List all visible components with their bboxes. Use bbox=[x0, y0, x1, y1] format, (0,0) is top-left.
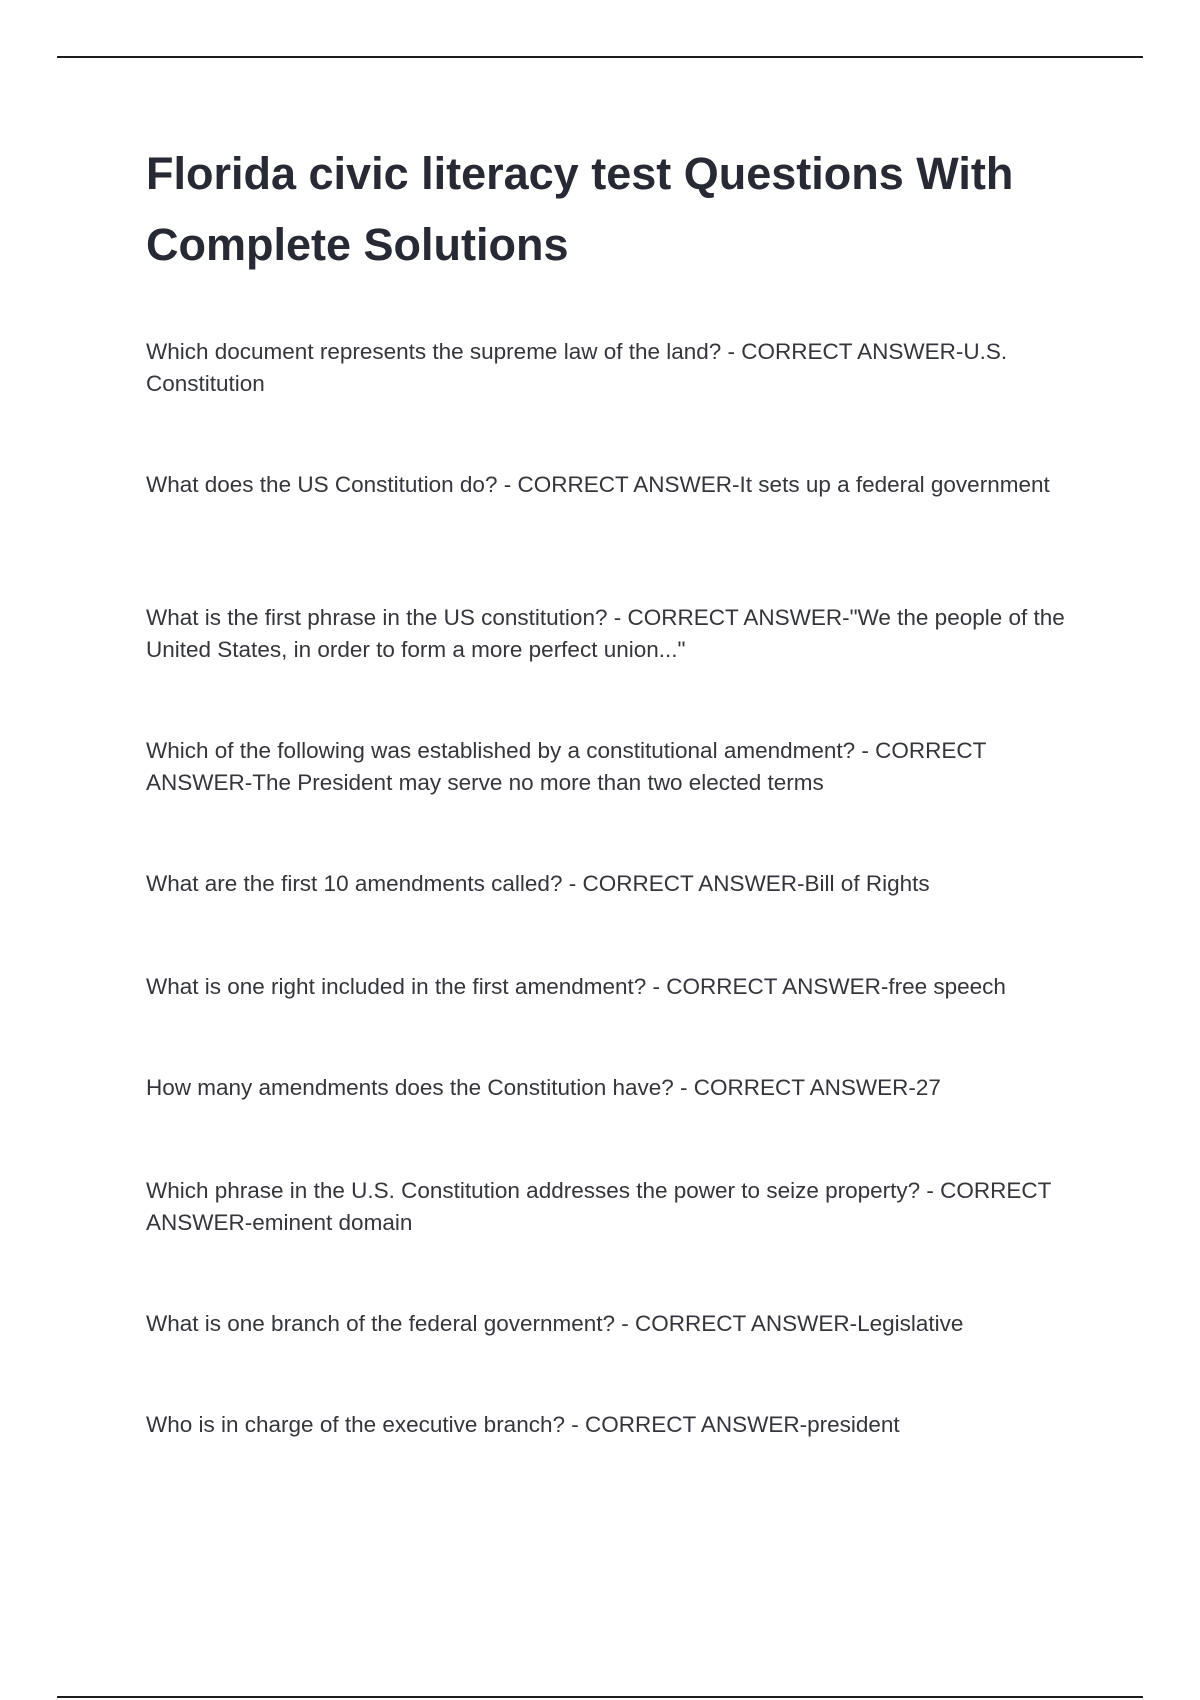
qa-item: How many amendments does the Constitution have? - CORRECT ANSWER-27 bbox=[146, 1075, 941, 1100]
page-title: Florida civic literacy test Questions With Complete Solutions bbox=[146, 148, 1014, 270]
qa-item: What is one branch of the federal government? - CORRECT ANSWER-Legislative bbox=[146, 1311, 964, 1336]
qa-item: What is the first phrase in the US constitution? - CORRECT ANSWER-"We the people of the United States, in order to form a more perfect union..." bbox=[146, 605, 1065, 662]
qa-item: Who is in charge of the executive branch? - CORRECT ANSWER-president bbox=[146, 1412, 900, 1437]
qa-item: Which phrase in the U.S. Constitution addresses the power to seize property? - CORRECT ANSWER-eminent domain bbox=[146, 1178, 1051, 1235]
bottom-divider bbox=[57, 1696, 1143, 1698]
qa-item: Which document represents the supreme law of the land? - CORRECT ANSWER-U.S. Constitution bbox=[146, 339, 1008, 396]
top-divider bbox=[57, 56, 1143, 58]
qa-item: What are the first 10 amendments called? - CORRECT ANSWER-Bill of Rights bbox=[146, 871, 930, 896]
qa-item: Which of the following was established by a constitutional amendment? - CORRECT ANSWER-The President may serve no more than two elected terms bbox=[146, 738, 986, 795]
qa-item: What is one right included in the first amendment? - CORRECT ANSWER-free speech bbox=[146, 974, 1006, 999]
qa-item: What does the US Constitution do? - CORRECT ANSWER-It sets up a federal government bbox=[146, 472, 1050, 497]
